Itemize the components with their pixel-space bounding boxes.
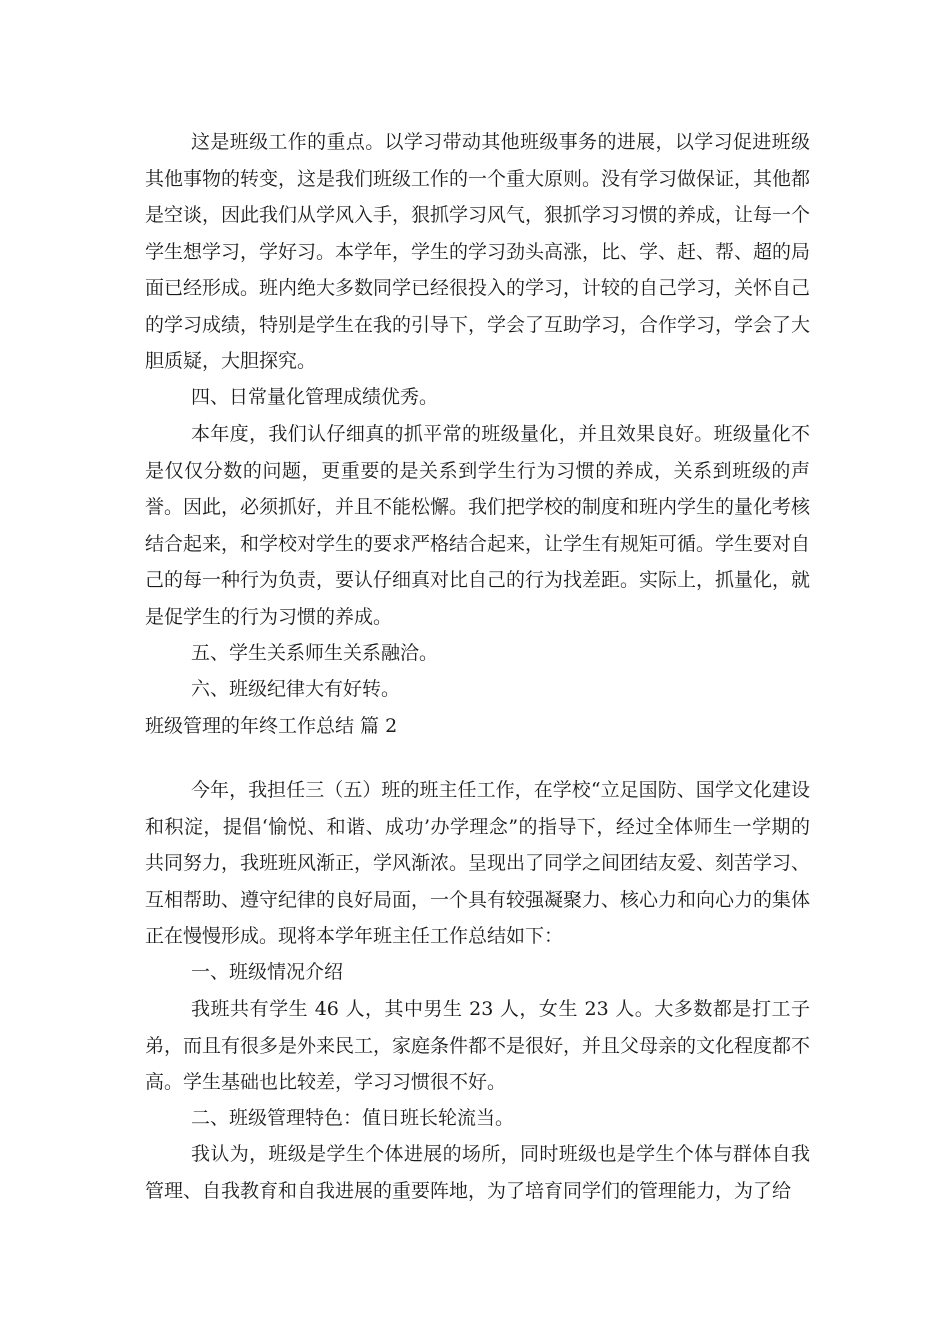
paragraph-study-focus: 这是班级工作的重点。以学习带动其他班级事务的进展，以学习促进班级其他事物的转变，这是我们班级工作的一个重大原则。没有学习做保证，其他都是空谈，因此我们从学风入手，狠抓学习风气，狠抓学习习惯的养成，让每一个学生想学习，学好习。本学年，学生的学习劲头高涨，比、学、赶、帮、超的局面已经形成。班内绝大多数同学已经很投入的学习，计较的自己学习，关怀自己的学习成绩，特别是学生在我的引导下，学会了互助学习，合作学习，学会了大胆质疑，大胆探究。 <box>145 131 811 372</box>
paragraph-intro: 今年，我担任三（五）班的班主任工作，在学校“立足国防、国学文化建设和积淀，提倡‘愉悦、和谐、成功’办学理念”的指导下，经过全体师生一学期的共同努力，我班班风渐正，学风渐浓。呈现出了同学之间团结友爱、刻苦学习、互相帮助、遵守纪律的良好局面，一个具有较强凝聚力、核心力和向心力的集体正在慢慢形成。现将本学年班主任工作总结如下： <box>145 779 811 947</box>
heading-relationships: 五、学生关系师生关系融洽。 <box>191 642 439 664</box>
section-title: 班级管理的年终工作总结 篇 2 <box>145 715 398 737</box>
heading-quantified-management: 四、日常量化管理成绩优秀。 <box>191 386 439 408</box>
heading-discipline: 六、班级纪律大有好转。 <box>191 678 401 700</box>
heading-class-overview: 一、班级情况介绍 <box>191 961 344 983</box>
paragraph-class-overview: 我班共有学生 46 人，其中男生 23 人，女生 23 人。大多数都是打工子弟，而且有很多是外来民工，家庭条件都不是很好，并且父母亲的文化程度都不高。学生基础也比较差，学习习惯很不好。 <box>145 998 811 1093</box>
paragraph-quantified-management: 本年度，我们认仔细真的抓平常的班级量化，并且效果良好。班级量化不是仅仅分数的问题，更重要的是关系到学生行为习惯的养成，关系到班级的声誉。因此，必须抓好，并且不能松懈。我们把学校的制度和班内学生的量化考核结合起来，和学校对学生的要求严格结合起来，让学生有规矩可循。学生要对自己的每一种行为负责，要认仔细真对比自己的行为找差距。实际上，抓量化，就是促学生的行为习惯的养成。 <box>145 423 811 628</box>
heading-management-feature: 二、班级管理特色：值日班长轮流当。 <box>191 1107 515 1129</box>
paragraph-management-feature: 我认为，班级是学生个体进展的场所，同时班级也是学生个体与群体自我管理、自我教育和自我进展的重要阵地，为了培育同学们的管理能力，为了给 <box>145 1143 810 1202</box>
